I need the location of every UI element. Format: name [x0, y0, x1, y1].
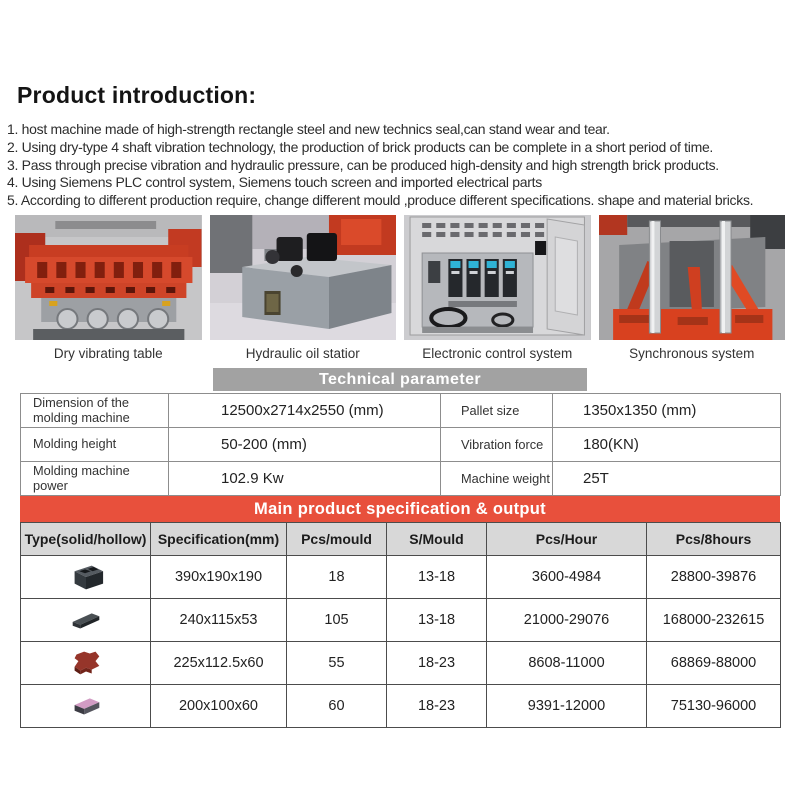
page-title: Product introduction: [17, 82, 257, 108]
tech-value: 12500x2714x2550 (mm) [169, 394, 441, 428]
hydraulic-oil-station-photo [210, 215, 397, 340]
spec-cell: 390x190x190 [151, 556, 287, 599]
s-mould-cell: 18-23 [387, 685, 487, 728]
synchronous-system-photo [599, 215, 786, 340]
s-mould-cell: 13-18 [387, 599, 487, 642]
photo-caption-dry-vibrating-table: Dry vibrating table [53, 346, 163, 361]
pcs-8hours-cell: 68869-88000 [647, 642, 781, 685]
tech-row-2 [21, 428, 781, 462]
type-cell [21, 556, 151, 599]
spec-row-hollow-block [21, 556, 781, 599]
pcs-mould-cell: 55 [287, 642, 387, 685]
tech-value: 1350x1350 (mm) [553, 394, 781, 428]
tech-label: Machine weight [441, 462, 553, 496]
intro-item-1: 1. host machine made of high-strength rectangle steel and new technics seal,can stand wear and tear. [7, 121, 610, 137]
interlock-paver-icon [67, 648, 105, 678]
spec-row-rectangle-paver [21, 685, 781, 728]
spec-output-table [20, 522, 781, 728]
spec-row-interlock-paver [21, 642, 781, 685]
spec-col-header-pcs-hour: Pcs/Hour [487, 523, 647, 556]
spec-col-header-specification: Specification(mm) [151, 523, 287, 556]
spec-col-header-pcs-mould: Pcs/mould [287, 523, 387, 556]
spec-row-standard-brick [21, 599, 781, 642]
intro-item-3: 3. Pass through precise vibration and hydraulic pressure, can be produced high-density and high strength brick products. [7, 156, 719, 173]
tech-label: Dimension of the molding machine [21, 394, 169, 428]
tech-value: 180(KN) [553, 428, 781, 462]
spec-output-header: Main product specification & output [20, 496, 780, 522]
technical-parameter-table [20, 393, 781, 496]
photo-card-electronic-control-system [404, 215, 591, 361]
hollow-block-icon [67, 562, 105, 592]
spec-col-header-pcs-8hours: Pcs/8hours [647, 523, 781, 556]
type-cell [21, 599, 151, 642]
pcs-hour-cell: 9391-12000 [487, 685, 647, 728]
tech-label: Molding machine power [21, 462, 169, 496]
photo-caption-synchronous-system: Synchronous system [629, 346, 755, 361]
spec-cell: 200x100x60 [151, 685, 287, 728]
photo-card-hydraulic-oil-station [210, 215, 397, 361]
synchronous-system-illustration [599, 215, 786, 340]
electronic-control-system-illustration [404, 215, 591, 340]
pcs-8hours-cell: 28800-39876 [647, 556, 781, 599]
spec-cell: 240x115x53 [151, 599, 287, 642]
photo-card-dry-vibrating-table [15, 215, 202, 361]
intro-list [7, 121, 799, 210]
pcs-mould-cell: 105 [287, 599, 387, 642]
spec-col-header-type: Type(solid/hollow) [21, 523, 151, 556]
pcs-8hours-cell: 75130-96000 [647, 685, 781, 728]
type-cell [21, 642, 151, 685]
spec-col-header-s-mould: S/Mould [387, 523, 487, 556]
pcs-hour-cell: 21000-29076 [487, 599, 647, 642]
s-mould-cell: 18-23 [387, 642, 487, 685]
intro-item-4: 4. Using Siemens PLC control system, Siemens touch screen and imported electrical parts [7, 174, 542, 191]
tech-label: Vibration force [441, 428, 553, 462]
tech-value: 102.9 Kw [169, 462, 441, 496]
rectangle-paver-icon [67, 691, 105, 721]
standard-brick-icon [67, 605, 105, 635]
pcs-mould-cell: 18 [287, 556, 387, 599]
pcs-8hours-cell: 168000-232615 [647, 599, 781, 642]
type-cell [21, 685, 151, 728]
tech-label: Pallet size [441, 394, 553, 428]
technical-parameter-header: Technical parameter [213, 368, 587, 391]
tech-row-1 [21, 394, 781, 428]
photo-card-synchronous-system [599, 215, 786, 361]
dry-vibrating-table-photo [15, 215, 202, 340]
pcs-hour-cell: 3600-4984 [487, 556, 647, 599]
spec-cell: 225x112.5x60 [151, 642, 287, 685]
intro-item-2: 2. Using dry-type 4 shaft vibration technology, the production of brick products can be complete in a short period of time. [7, 138, 714, 155]
pcs-mould-cell: 60 [287, 685, 387, 728]
photo-row [15, 215, 785, 361]
photo-caption-electronic-control-system: Electronic control system [422, 346, 573, 361]
spec-header-row [21, 523, 781, 556]
pcs-hour-cell: 8608-11000 [487, 642, 647, 685]
tech-label: Molding height [21, 428, 169, 462]
tech-value: 25T [553, 462, 781, 496]
hydraulic-oil-station-illustration [210, 215, 397, 340]
tech-row-3 [21, 462, 781, 496]
photo-caption-hydraulic-oil-station: Hydraulic oil statior [245, 346, 360, 361]
electronic-control-system-photo [404, 215, 591, 340]
intro-item-5: 5. According to different production require, change different mould ,produce different specifications. shape and material bricks. [7, 192, 754, 209]
tech-value: 50-200 (mm) [169, 428, 441, 462]
s-mould-cell: 13-18 [387, 556, 487, 599]
dry-vibrating-table-illustration [15, 215, 202, 340]
